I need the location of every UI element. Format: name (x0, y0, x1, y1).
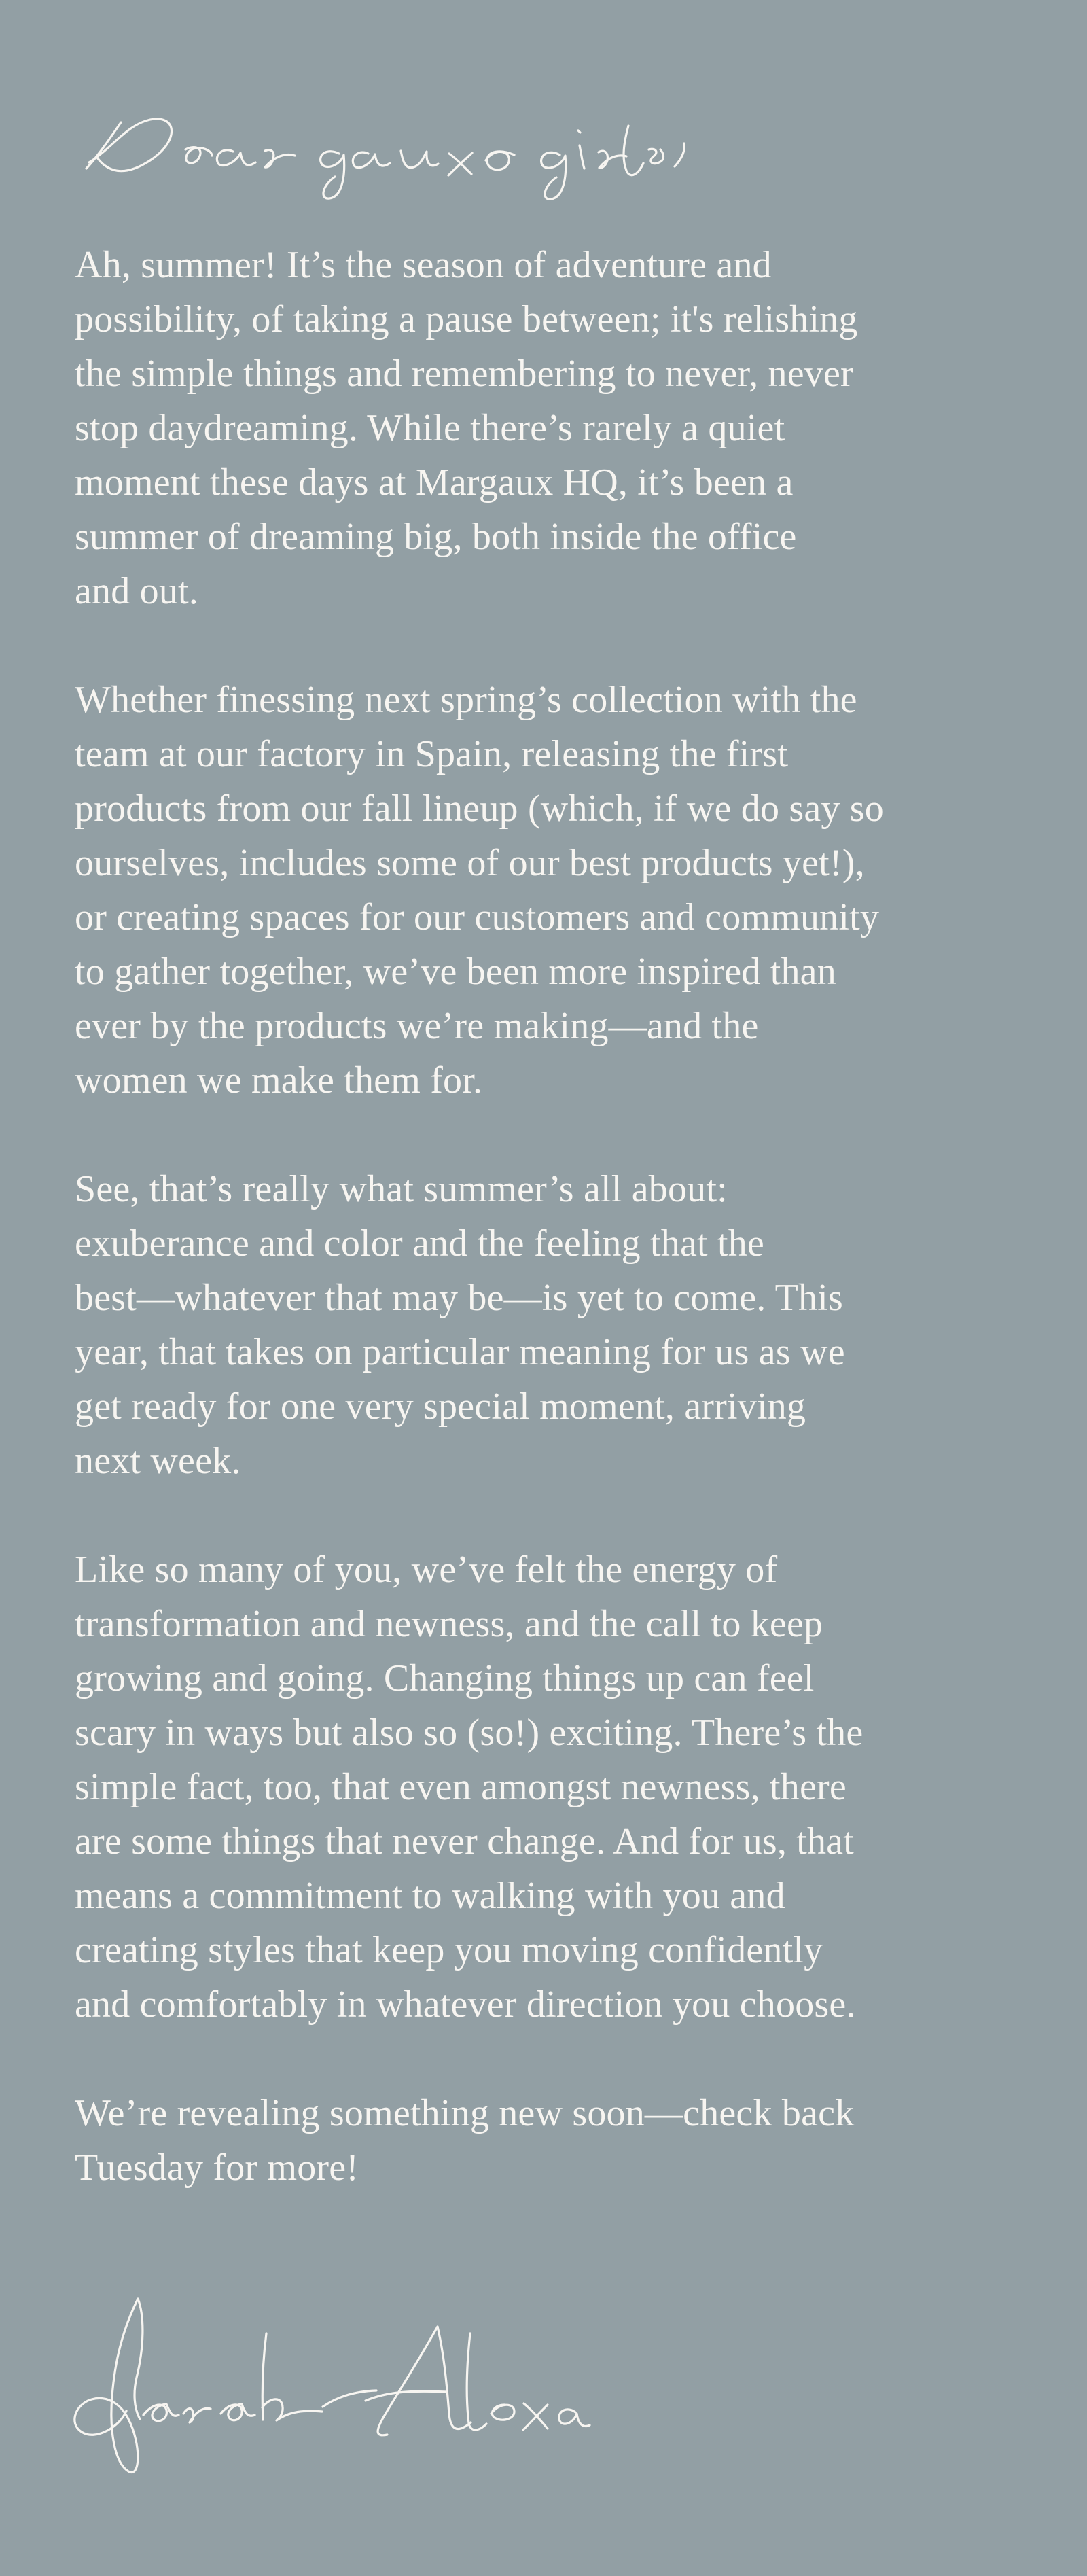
signature-script (68, 2280, 625, 2497)
letter-body (75, 238, 1026, 2195)
paragraph-4: Like so many of you, we’ve felt the energy of transformation and newness, and the call to keep growing and going. Changing things up can feel scary in ways but also so (so!) exciting. There’s the simple fact, too, that even amongst newness, there are some things that never change. And for us, that means a commitment to walking with you and creating styles that keep you moving confidently and comfortably in whatever direction you choose. (75, 1549, 863, 2026)
salutation-script (71, 102, 656, 211)
handwritten-salutation (71, 102, 656, 211)
paragraph-1: Ah, summer! It’s the season of adventure and possibility, of taking a pause between; it's relishing the simple things and remembering to never, never stop daydreaming. While there’s rarely a quiet moment these days at Margaux HQ, it’s been a summer of dreaming big, both inside the office and out. (75, 244, 858, 612)
handwritten-signature (68, 2280, 625, 2497)
paragraph-2: Whether finessing next spring’s collection with the team at our factory in Spain, releasing the first products from our fall lineup (which, if we do say so ourselves, includes some of our best products yet!), or creating spaces for our customers and community to gather together, we’ve been more inspired than ever by the products we’re making—and the women we make them for. (75, 679, 885, 1101)
paragraph-5: We’re revealing something new soon—check back Tuesday for more! (75, 2092, 855, 2189)
paragraph-3: See, that’s really what summer’s all about: exuberance and color and the feeling that the best—whatever that may be—is yet to come. This year, that takes on particular meaning for us as we get ready for one very special moment, arriving next week. (75, 1168, 845, 1482)
